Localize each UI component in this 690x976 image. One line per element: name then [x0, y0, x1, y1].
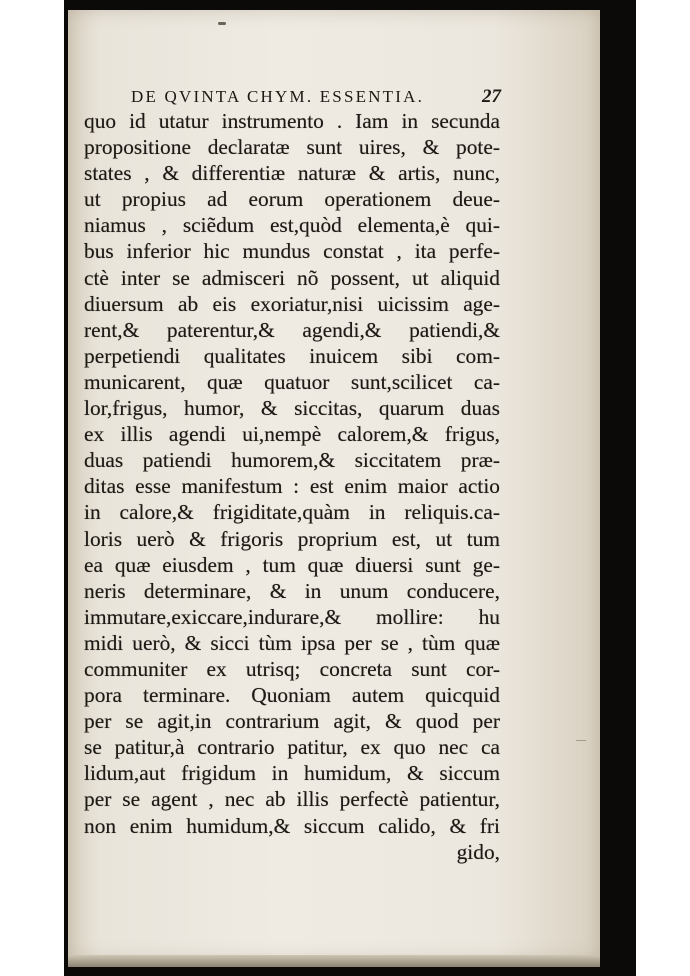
margin-mark: [576, 740, 586, 741]
text-line: in calore,& frigiditate,quàm in reliquis.ca-: [84, 500, 500, 525]
text-line: ctè inter se admisceri nõ possent, ut aliquid: [84, 265, 500, 290]
text-line: neris determinare, & in unum conducere,: [84, 578, 500, 603]
text-line: states , & differentiæ naturæ & artis, nunc,: [84, 161, 500, 186]
text-line: quo id utatur instrumento . Iam in secunda: [84, 109, 500, 133]
text-line: duas patiendi humorem,& siccitatem præ-: [84, 448, 500, 473]
text-line: ea quæ eiusdem , tum quæ diuersi sunt ge-: [84, 552, 500, 577]
text-line: diuersum ab eis exoriatur,nisi uicissim age-: [84, 291, 500, 316]
text-line: ex illis agendi ui,nempè calorem,& frigus,: [84, 422, 500, 447]
text-line: niamus , sciẽdum est,quòd elementa,è qui-: [84, 213, 500, 238]
text-line: rent,& paterentur,& agendi,& patiendi,&: [84, 317, 500, 342]
text-line: lidum,aut frigidum in humidum, & siccum: [84, 761, 500, 786]
text-line: perpetiendi qualitates inuicem sibi com-: [84, 343, 500, 368]
paper-speck: [218, 22, 226, 25]
running-head: [131, 86, 501, 110]
running-head-title: DE QVINTA CHYM. ESSENTIA.: [131, 87, 425, 106]
text-line: loris uerò & frigoris proprium est, ut tum: [84, 526, 500, 551]
page-number: 27: [482, 86, 501, 107]
page-edge: [68, 955, 600, 967]
text-line: immutare,exiccare,indurare,& mollire: hu: [84, 604, 500, 629]
text-line: midi uerò, & sicci tùm ipsa per se , tùm quæ: [84, 630, 500, 655]
text-line: non enim humidum,& siccum calido, & fri: [84, 813, 500, 838]
text-line: per se agent , nec ab illis perfectè patientur,: [84, 787, 500, 812]
text-line: municarent, quæ quatuor sunt,scilicet ca-: [84, 369, 500, 394]
text-line: propositione declaratæ sunt uires, & pote-: [84, 135, 500, 160]
body-text: [84, 108, 500, 865]
text-line: communiter ex utrisq; concreta sunt cor-: [84, 656, 500, 681]
text-line: ut propius ad eorum operationem deue-: [84, 187, 500, 212]
text-line: lor,frigus, humor, & siccitas, quarum duas: [84, 396, 500, 421]
text-line-catchword: gido,: [456, 839, 500, 864]
text-line: se patitur,à contrario patitur, ex quo nec ca: [84, 735, 500, 760]
text-line: per se agit,in contrarium agit, & quod per: [84, 709, 500, 734]
text-line: ditas esse manifestum : est enim maior actio: [84, 474, 500, 499]
text-line: bus inferior hic mundus constat , ita perfe-: [84, 239, 500, 264]
text-line: pora terminare. Quoniam autem quicquid: [84, 683, 500, 708]
